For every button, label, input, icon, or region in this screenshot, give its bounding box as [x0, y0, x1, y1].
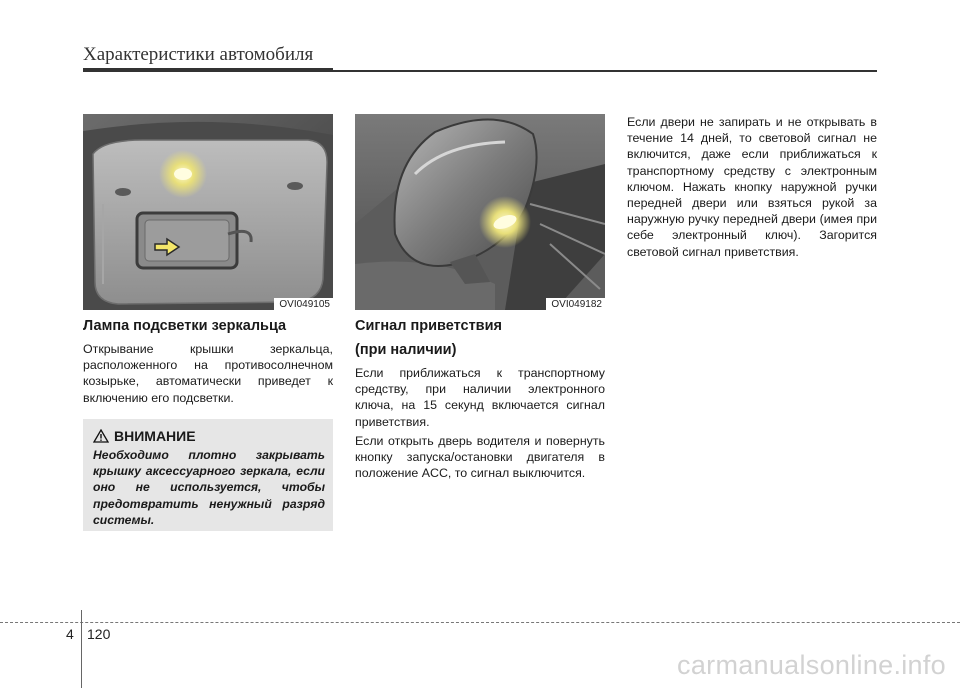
footer-rule [0, 622, 960, 623]
welcome-light-section [355, 316, 605, 481]
section-heading-sub: (при наличии) [355, 342, 457, 358]
section-heading: Лампа подсветки зеркальца [83, 318, 287, 334]
welcome-light-photo [355, 114, 605, 310]
header-rule-thick [83, 68, 333, 72]
header-rule-thin [333, 70, 877, 72]
section-paragraph: Если открыть дверь водителя и повернуть кнопку запуска/остановки двигателя в положение ACC, то сигнал выключится. [355, 433, 605, 481]
caution-title: ВНИМАНИЕ [114, 428, 196, 444]
watermark: carmanualsonline.info [677, 650, 946, 680]
section-paragraph: Если приближаться к транспортному средству, при наличии электронного ключа, на 15 секунд включается сигнал приветствия. [355, 366, 605, 429]
welcome-light-continued [627, 114, 877, 260]
chapter-number: 4 [66, 626, 74, 642]
figure-code: OVI049182 [546, 298, 605, 310]
page-header-title: Характеристики автомобиля [83, 44, 314, 65]
caution-text: Необходимо плотно закрывать крышку аксессуарного зеркала, если оно не используется, чтобы предотвратить ненужный разряд системы. [93, 448, 325, 527]
vanity-mirror-photo [83, 114, 333, 310]
page-number: 120 [87, 626, 111, 642]
footer-divider [81, 610, 82, 688]
mirror-lamp-section [83, 316, 333, 406]
figure-code: OVI049105 [274, 298, 333, 310]
section-heading: Сигнал приветствия [355, 318, 502, 334]
section-paragraph: Открывание крышки зеркальца, расположенного на противосолнечном козырьке, автоматически приведет к включению его подсветки. [83, 342, 333, 405]
caution-box [83, 419, 333, 531]
warning-triangle-icon [93, 429, 109, 443]
section-paragraph: Если двери не запирать и не открывать в течение 14 дней, то световой сигнал не включится, даже если приближаться к транспортному средству с электронным ключом. Нажать кнопку наружной ручки передней двери или взяться рукой за наружную ручку передней двери (имея при себе электронный ключ). Загорится световой сигнал приветствия. [627, 115, 877, 259]
